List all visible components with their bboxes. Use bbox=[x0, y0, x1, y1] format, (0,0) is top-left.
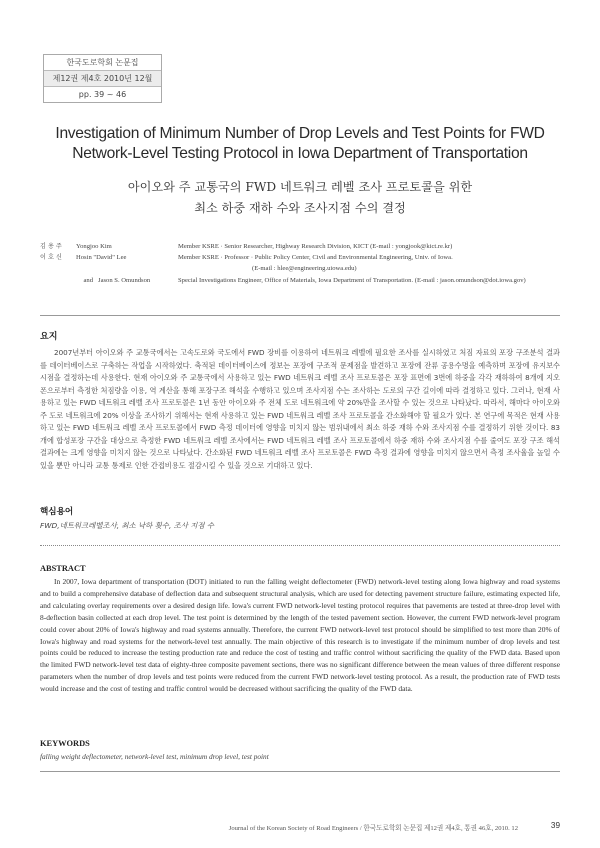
author-row bbox=[40, 252, 560, 263]
author-row bbox=[40, 263, 560, 274]
journal-info-box bbox=[43, 54, 162, 103]
author-name-en: Yongjoo Kim bbox=[76, 243, 112, 250]
author-row bbox=[40, 241, 560, 252]
journal-volume: 제12권 제4호 2010년 12월 bbox=[44, 71, 161, 87]
keywords-en-text: falling weight deflectometer, network-level test, minimum drop level, test point bbox=[40, 752, 269, 761]
abstract-en-heading: ABSTRACT bbox=[40, 564, 86, 573]
author-conjunction: and bbox=[83, 276, 93, 284]
title-korean-line1: 아이오와 주 교통국의 FWD 네트워크 레벨 조사 프로토콜을 위한 bbox=[127, 180, 473, 194]
author-name-ko: 이 호 신 bbox=[40, 254, 62, 262]
page-footer bbox=[40, 821, 560, 833]
author-affiliation: Member KSRE · Professor · Public Policy Center, Civil and Environmental Engineering, Univ. of Iowa. bbox=[178, 254, 453, 262]
abstract-en-text: In 2007, Iowa department of transportation (DOT) initiated to run the falling weight deflectometer (FWD) network-level testing along Iowa highway and road systems and to build a comprehensive database of deflection data and subsequent structural analysis, which are used for detecting pavement structure failure, estimating expected life, and calculating overlay requirements over a desired design life. Iowa's current FWD network-level testing protocol requires that pavements are tested at three-drop level with 8-deflection basin collected at each drop level. The test point is determined by the length of the tested pavement section. However, the current FWD network-level program could cover about 20% of Iowa's highway and road systems annually. Therefore, the current FWD network-level test protocol should be simplified to test more than 20% of Iowa's highway and road systems for the network-level test annually. The main objective of this research is to investigate if the minimum number of drop levels and test points could be reduced to increase the testing production rate and reduce the cost of testing and traffic control without sacrificing the quality of the FWD data. Based upon the limited FWD network-level test data of eighty-three composite pavement sections, there was no significant difference between the mean values of three different response parameters when the number of drop levels and test points were reduced from the current FWD network-level testing protocol. As a result, the production rate of FWD tests would increase and the cost of testing and traffic control would be decreased without sacrificing the quality of the FWD data. bbox=[40, 577, 560, 694]
author-name-en: Hosin "David" Lee bbox=[76, 254, 127, 262]
keywords-en-heading: KEYWORDS bbox=[40, 739, 90, 748]
title-korean bbox=[20, 177, 580, 219]
keywords-ko-heading: 핵심용어 bbox=[40, 507, 74, 517]
journal-name: 한국도로학회 논문집 bbox=[44, 55, 161, 71]
divider bbox=[40, 315, 560, 316]
title-english-line2: Network-Level Testing Protocol in Iowa Department of Transportation bbox=[72, 145, 528, 162]
author-affiliation: Special Investigations Engineer, Office of Materials, Iowa Department of Transportation. (E-mail : jason.omundson@dot.iowa.gov) bbox=[178, 276, 526, 284]
author-affiliation: (E-mail : hlee@engineering.uiowa.edu) bbox=[252, 265, 357, 273]
page-number: 39 bbox=[550, 821, 560, 830]
author-affiliation: Member KSRE · Senior Researcher, Highway Research Division, KICT (E-mail : yongjook@kict.re.kr) bbox=[178, 243, 453, 250]
title-english-line1: Investigation of Minimum Number of Drop Levels and Test Points for FWD bbox=[55, 125, 545, 142]
divider bbox=[40, 545, 560, 546]
footer-citation: Journal of the Korean Society of Road Engineers / 한국도로학회 논문집 제12권 제4호, 통권 46호, 2010. 12 bbox=[228, 825, 518, 832]
keywords-ko-text: FWD,네트워크레벨조사, 최소 낙하 횟수, 조사 지점 수 bbox=[40, 521, 215, 530]
author-row bbox=[40, 275, 560, 286]
title-korean-line2: 최소 하중 재하 수와 조사지점 수의 결정 bbox=[194, 201, 406, 215]
author-name-en: Jason S. Omundson bbox=[98, 276, 151, 284]
abstract-ko-heading: 요지 bbox=[40, 332, 58, 342]
title-english bbox=[20, 124, 580, 164]
divider bbox=[40, 771, 560, 772]
author-name-ko: 김 용 주 bbox=[40, 243, 62, 250]
journal-pages: pp. 39 ~ 46 bbox=[78, 90, 127, 99]
author-list bbox=[40, 241, 560, 286]
abstract-ko-text: 2007년부터 아이오와 주 교통국에서는 고속도로와 국도에서 FWD 장비를 이용하여 네트워크 레벨에 필요한 조사를 실시하였고 처짐 자료의 포장 구조분석 결과를 데이터베이스로 구축하는 작업을 시작하였다. 축적된 데이터베이스에 정보는 포장에 구조적 문제점을 발견하고 포장에 잔류 공용수명을 예측하며 포장에 유지보수 시점을 결정하는데 사용한다. 현재 아이오와 주 교통국에서 사용하고 있는 FWD 네트워크 레벨 조사 프로토콜은 포장 표면에 3번에 하중을 각각 재하하여 8개에 지오폰으로부터 측정한 처짐량을 이용, 역 계산을 통해 포장구조 해석을 수행하고 있으며 조사지점 수는 조사하는 도로의 구간 길이에 따라 결정하고 있다. 그러나, 현재 사용하고 있는 FWD 네트워크 레벨 조사 프로토콜은 1년 동안 아이오와 주 전체 도로 네트워크에 약 20%만을 조사할 수 있는 것으로 나타났다. 따라서, 해마다 아이오와 주 도로 네트워크에 20% 이상을 조사하기 위해서는 현재 사용하고 있는 FWD 네트워크 레벨 조사 프로토콜을 간소화해야 할 필요가 있다. 본 연구에 목적은 현재 사용하고 있는 FWD 네트워크 레벨 조사 프로토콜에서 FWD 측정 데이터에 영향을 미치지 않는 범위내에서 최소 하중 재하 수와 조사지점 수를 결정하기 위한 것이다. 83개에 합성포장 구간을 대상으로 측정한 FWD 네트워크 레벨 조사에서는 FWD 네트워크 레벨 조사 프로토콜에서 하중 재하 수와 조사지점 수를 줄여도 포장 구조 해석 결과에는 크게 영향을 미치지 않는 것으로 나타났다. 간소화된 FWD 네트워크 레벨 조사 프로토콜은 FWD 측정 결과에 영향을 미치지 않으면서 측정 조사율을 높일 수 있을 뿐만 아니라 교통 통제로 인한 간접비용도 절감시킬 수 있을 것으로 기대하고 있다. bbox=[40, 348, 560, 470]
